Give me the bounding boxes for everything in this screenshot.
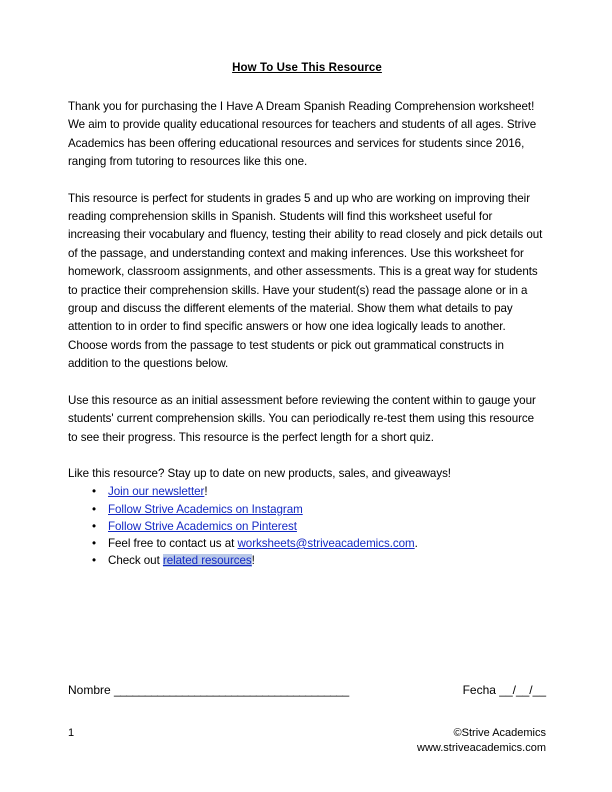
related-resources-link[interactable]: related resources (162, 554, 252, 568)
paragraph-intro: Thank you for purchasing the I Have A Dream Spanish Reading Comprehension worksheet! We aim to provide quality educational resources for teachers and students of all ages. Strive Academics has been offering educational resources and services for students since 2016, ranging from tutoring to resources like this one. (68, 100, 537, 169)
page-number: 1 (68, 727, 75, 739)
page-footer (68, 726, 546, 755)
bullet-suffix-text: ! (204, 485, 208, 499)
bullet-icon: • (92, 519, 97, 533)
bullet-icon: • (92, 502, 97, 516)
bullet-suffix-text: . (414, 536, 418, 550)
resource-link-list (68, 483, 546, 569)
list-item[interactable] (68, 483, 546, 500)
bullet-icon: • (92, 554, 97, 568)
contact-email-link[interactable]: worksheets@striveacademics.com (237, 536, 415, 550)
spacer (68, 447, 546, 465)
bullet-icon: • (92, 536, 97, 550)
name-input-rule[interactable]: ______________________________________ (114, 683, 349, 697)
website-url: www.striveacademics.com (417, 741, 546, 754)
bullet-prefix-text: Check out (108, 554, 163, 568)
page-title: How To Use This Resource (232, 62, 382, 74)
student-info-row (68, 682, 546, 698)
copyright-notice: ©Strive Academics (453, 727, 546, 739)
pinterest-link[interactable]: Follow Strive Academics on Pinterest (108, 519, 297, 533)
spacer (68, 374, 546, 392)
newsletter-link[interactable]: Join our newsletter (108, 485, 205, 499)
spacer (68, 172, 546, 190)
list-item[interactable] (68, 535, 546, 552)
spacer (68, 76, 546, 98)
document-body (68, 60, 546, 569)
list-item[interactable] (68, 501, 546, 518)
date-label: Fecha (462, 683, 496, 697)
paragraph-stay-updated: Like this resource? Stay up to date on new products, sales, and giveaways! (68, 466, 451, 480)
date-rule: __/__/__ (499, 683, 546, 697)
bullet-icon: • (92, 485, 97, 499)
list-item[interactable] (68, 552, 546, 569)
date-field[interactable] (463, 682, 546, 698)
paragraph-assessment: Use this resource as an initial assessment before reviewing the content within to gauge your students' current comprehension skills. You can periodically re-test them using this resource to see their progress. This resource is the perfect length for a short quiz. (68, 393, 536, 444)
paragraph-audience: This resource is perfect for students in grades 5 and up who are working on improving their reading comprehension skills in Spanish. Students will find this worksheet useful for increasing their vocabulary and fluency, testing their ability to read closely and pick details out of the passage, and understanding context and making inferences. Use this worksheet for homework, classroom assignments, and other assessments. This is a great way for students to practice their comprehension skills. Have your student(s) read the passage alone or in a group and discuss the different elements of the material. Show them what details to pay attention to in order to find specific answers or how one idea logically leads to another. Choose words from the passage to test students or pick out grammatical constructs in addition to the questions below. (68, 191, 543, 371)
name-label: Nombre (68, 683, 111, 697)
bullet-prefix-text: Feel free to contact us at (108, 536, 238, 550)
bullet-suffix-text: ! (251, 554, 255, 568)
list-item[interactable] (68, 518, 546, 535)
instagram-link[interactable]: Follow Strive Academics on Instagram (108, 502, 303, 516)
